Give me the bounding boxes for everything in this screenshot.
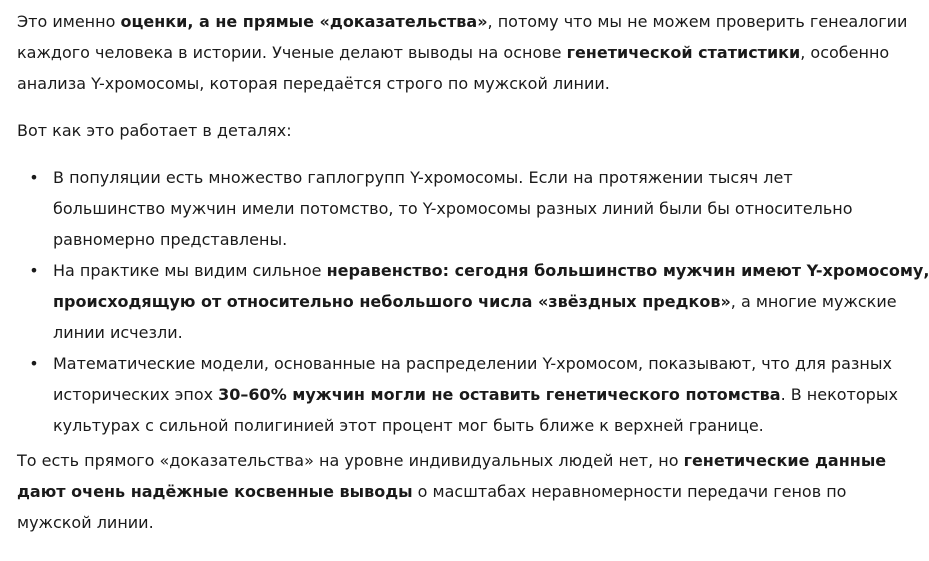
text-span: исторических эпох [53, 385, 219, 404]
paragraph-conclusion-line-1 [17, 445, 887, 476]
bold-text: генетической статистики [566, 43, 801, 62]
text-span: На практике мы видим сильное [53, 261, 327, 280]
list-item-line: большинство мужчин имели потомство, то Y-хромосомы разных линий были бы относительно [53, 199, 853, 218]
list-item-line: В популяции есть множество гаплогрупп Y-хромосомы. Если на протяжении тысяч лет [53, 168, 793, 187]
list-item-line [53, 255, 929, 286]
bullet-marker: • [29, 354, 39, 373]
list-item-line: равномерно представлены. [53, 230, 288, 249]
text-span: каждого человека в истории. Ученые делают выводы на основе [17, 43, 567, 62]
paragraph-conclusion-line-2 [17, 476, 877, 507]
paragraph-conclusion [17, 445, 887, 538]
paragraph-intro [17, 6, 908, 99]
bold-text: неравенство: сегодня большинство мужчин имеют Y-хромосому, [326, 261, 929, 280]
text-span: То есть прямого «доказательства» на уровне индивидуальных людей нет, но [17, 451, 684, 470]
text-span: Это именно [17, 12, 121, 31]
text-span: , особенно [800, 43, 890, 62]
bold-text: дают очень надёжные косвенные выводы [17, 482, 413, 501]
bold-text: 30–60% мужчин могли не оставить генетического потомства [218, 385, 781, 404]
paragraph-intro-line-2 [17, 37, 890, 68]
bullet-list [17, 162, 929, 441]
bold-text: генетические данные [683, 451, 887, 470]
paragraph-intro-line-3: анализа Y-хромосомы, которая передаётся строго по мужской линии. [17, 74, 610, 93]
text-span: , потому что мы не можем проверить генеалогии [487, 12, 908, 31]
bold-text: происходящую от относительно небольшого числа «звёздных предков» [53, 292, 731, 311]
list-item-line: культурах с сильной полигинией этот процент мог быть ближе к верхней границе. [53, 416, 764, 435]
list-item-line [53, 379, 898, 410]
paragraph-lead-in: Вот как это работает в деталях: [17, 121, 292, 140]
paragraph-intro-line-1 [17, 6, 908, 37]
message-content [17, 6, 929, 538]
text-span: . В некоторых [780, 385, 898, 404]
list-item [17, 255, 929, 348]
text-span: о масштабах неравномерности передачи генов по [412, 482, 847, 501]
text-span: , а многие мужские [730, 292, 897, 311]
list-item [17, 348, 898, 441]
list-item-line: линии исчезли. [53, 323, 183, 342]
bullet-marker: • [29, 168, 39, 187]
bullet-marker: • [29, 261, 39, 280]
list-item-line: Математические модели, основанные на распределении Y-хромосом, показывают, что для разных [53, 354, 892, 373]
bold-text: оценки, а не прямые «доказательства» [120, 12, 488, 31]
paragraph-conclusion-line-3: мужской линии. [17, 513, 154, 532]
list-item [17, 162, 877, 255]
list-item-line [53, 286, 897, 317]
